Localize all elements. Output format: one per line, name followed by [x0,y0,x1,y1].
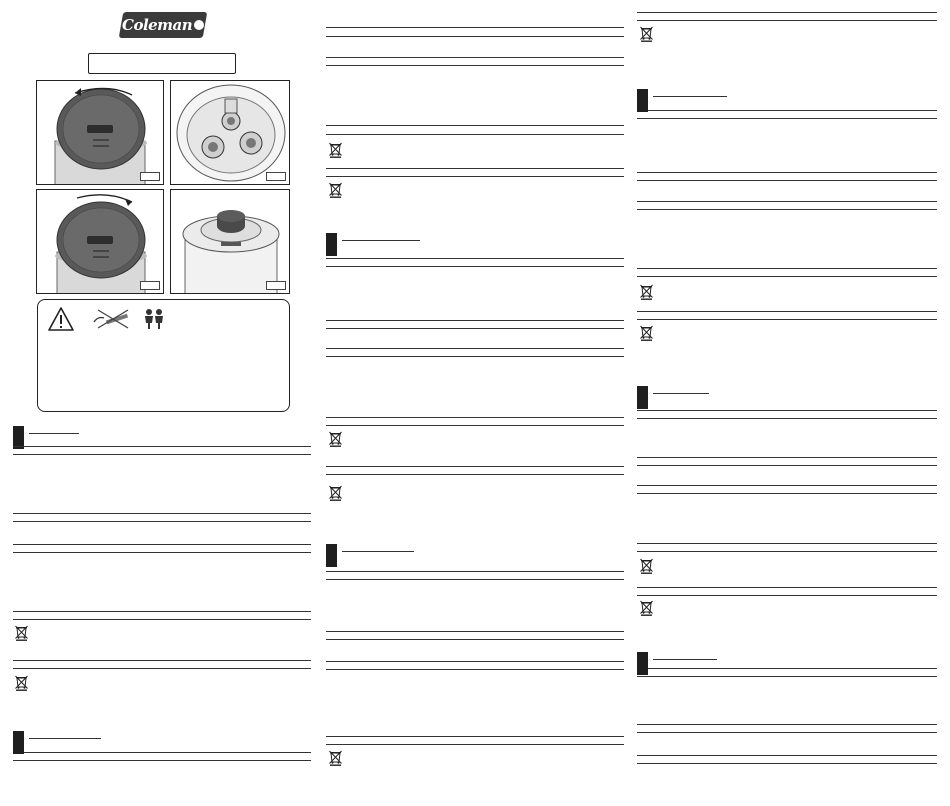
rotate-arrow-cw-icon [77,195,132,202]
text-rule [637,172,937,173]
text-rule [326,125,624,126]
text-rule [13,446,311,447]
coleman-logo [119,12,208,38]
text-rule [326,474,624,475]
text-rule [326,36,624,37]
children-icon [142,307,166,331]
crossed-out-bin-icon [640,325,653,340]
text-rule [326,744,624,745]
text-rule [326,168,624,169]
text-rule [637,493,937,494]
section-heading-underline [653,659,717,660]
text-rule [326,176,624,177]
text-rule [326,661,624,662]
crossed-out-tools-icon [90,308,134,330]
text-rule [326,579,624,580]
text-rule [326,631,624,632]
text-rule [326,266,624,267]
text-rule [637,551,937,552]
text-rule [326,639,624,640]
text-rule [637,268,937,269]
language-section-tab [637,652,648,675]
crossed-out-bin-icon [640,558,653,573]
text-rule [637,276,937,277]
text-rule [13,660,311,661]
text-rule [637,180,937,181]
section-heading-underline [653,96,727,97]
text-rule [637,485,937,486]
text-rule [637,732,937,733]
text-rule [637,543,937,544]
text-rule [326,425,624,426]
text-rule [637,724,937,725]
figure-2-photo [170,80,290,185]
text-rule [13,513,311,514]
text-rule [637,595,937,596]
text-rule [637,465,937,466]
figure-number-box [266,281,286,290]
figure-number-box [140,172,160,181]
language-section-tab [637,386,648,409]
text-rule [13,668,311,669]
text-rule [326,57,624,58]
crossed-out-bin-icon [640,600,653,615]
section-heading-underline [653,393,709,394]
text-rule [637,668,937,669]
crossed-out-bin-icon [329,431,342,446]
title-box [88,53,236,74]
warning-triangle-icon [47,306,75,332]
language-section-tab [326,233,337,256]
text-rule [637,587,937,588]
language-section-tab [637,89,648,112]
text-rule [326,320,624,321]
crossed-out-bin-icon [640,26,653,41]
logo-lantern-mark-icon [194,20,204,30]
text-rule [326,348,624,349]
text-rule [13,619,311,620]
text-rule [326,571,624,572]
text-rule [637,755,937,756]
figure-3-photo [36,189,164,294]
text-rule [13,760,311,761]
crossed-out-bin-icon [329,750,342,765]
text-rule [13,611,311,612]
language-section-tab [326,544,337,567]
crossed-out-bin-icon [329,142,342,157]
crossed-out-bin-icon [329,182,342,197]
figure-1-photo [36,80,164,185]
text-rule [637,763,937,764]
figure-number-box [140,281,160,290]
crossed-out-bin-icon [15,625,28,640]
text-rule [637,20,937,21]
text-rule [326,417,624,418]
text-rule [637,676,937,677]
safety-warning-box [37,299,290,412]
text-rule [637,12,937,13]
text-rule [13,454,311,455]
text-rule [13,544,311,545]
crossed-out-bin-icon [329,485,342,500]
text-rule [637,418,937,419]
text-rule [326,669,624,670]
text-rule [326,466,624,467]
text-rule [326,65,624,66]
section-heading-underline [29,738,101,739]
text-rule [326,356,624,357]
language-section-tab [13,731,24,754]
text-rule [637,110,937,111]
text-rule [326,27,624,28]
text-rule [326,134,624,135]
crossed-out-bin-icon [640,284,653,299]
figure-4-photo [170,189,290,294]
text-rule [326,328,624,329]
section-heading-underline [342,240,420,241]
text-rule [13,552,311,553]
text-rule [326,258,624,259]
text-rule [13,521,311,522]
text-rule [637,457,937,458]
text-rule [13,752,311,753]
text-rule [637,118,937,119]
figure-number-box [266,172,286,181]
text-rule [326,736,624,737]
crossed-out-bin-icon [15,675,28,690]
section-heading-underline [29,433,79,434]
logo-text: Coleman [121,16,193,34]
text-rule [637,311,937,312]
section-heading-underline [342,551,414,552]
text-rule [637,201,937,202]
text-rule [637,319,937,320]
text-rule [637,410,937,411]
text-rule [637,209,937,210]
